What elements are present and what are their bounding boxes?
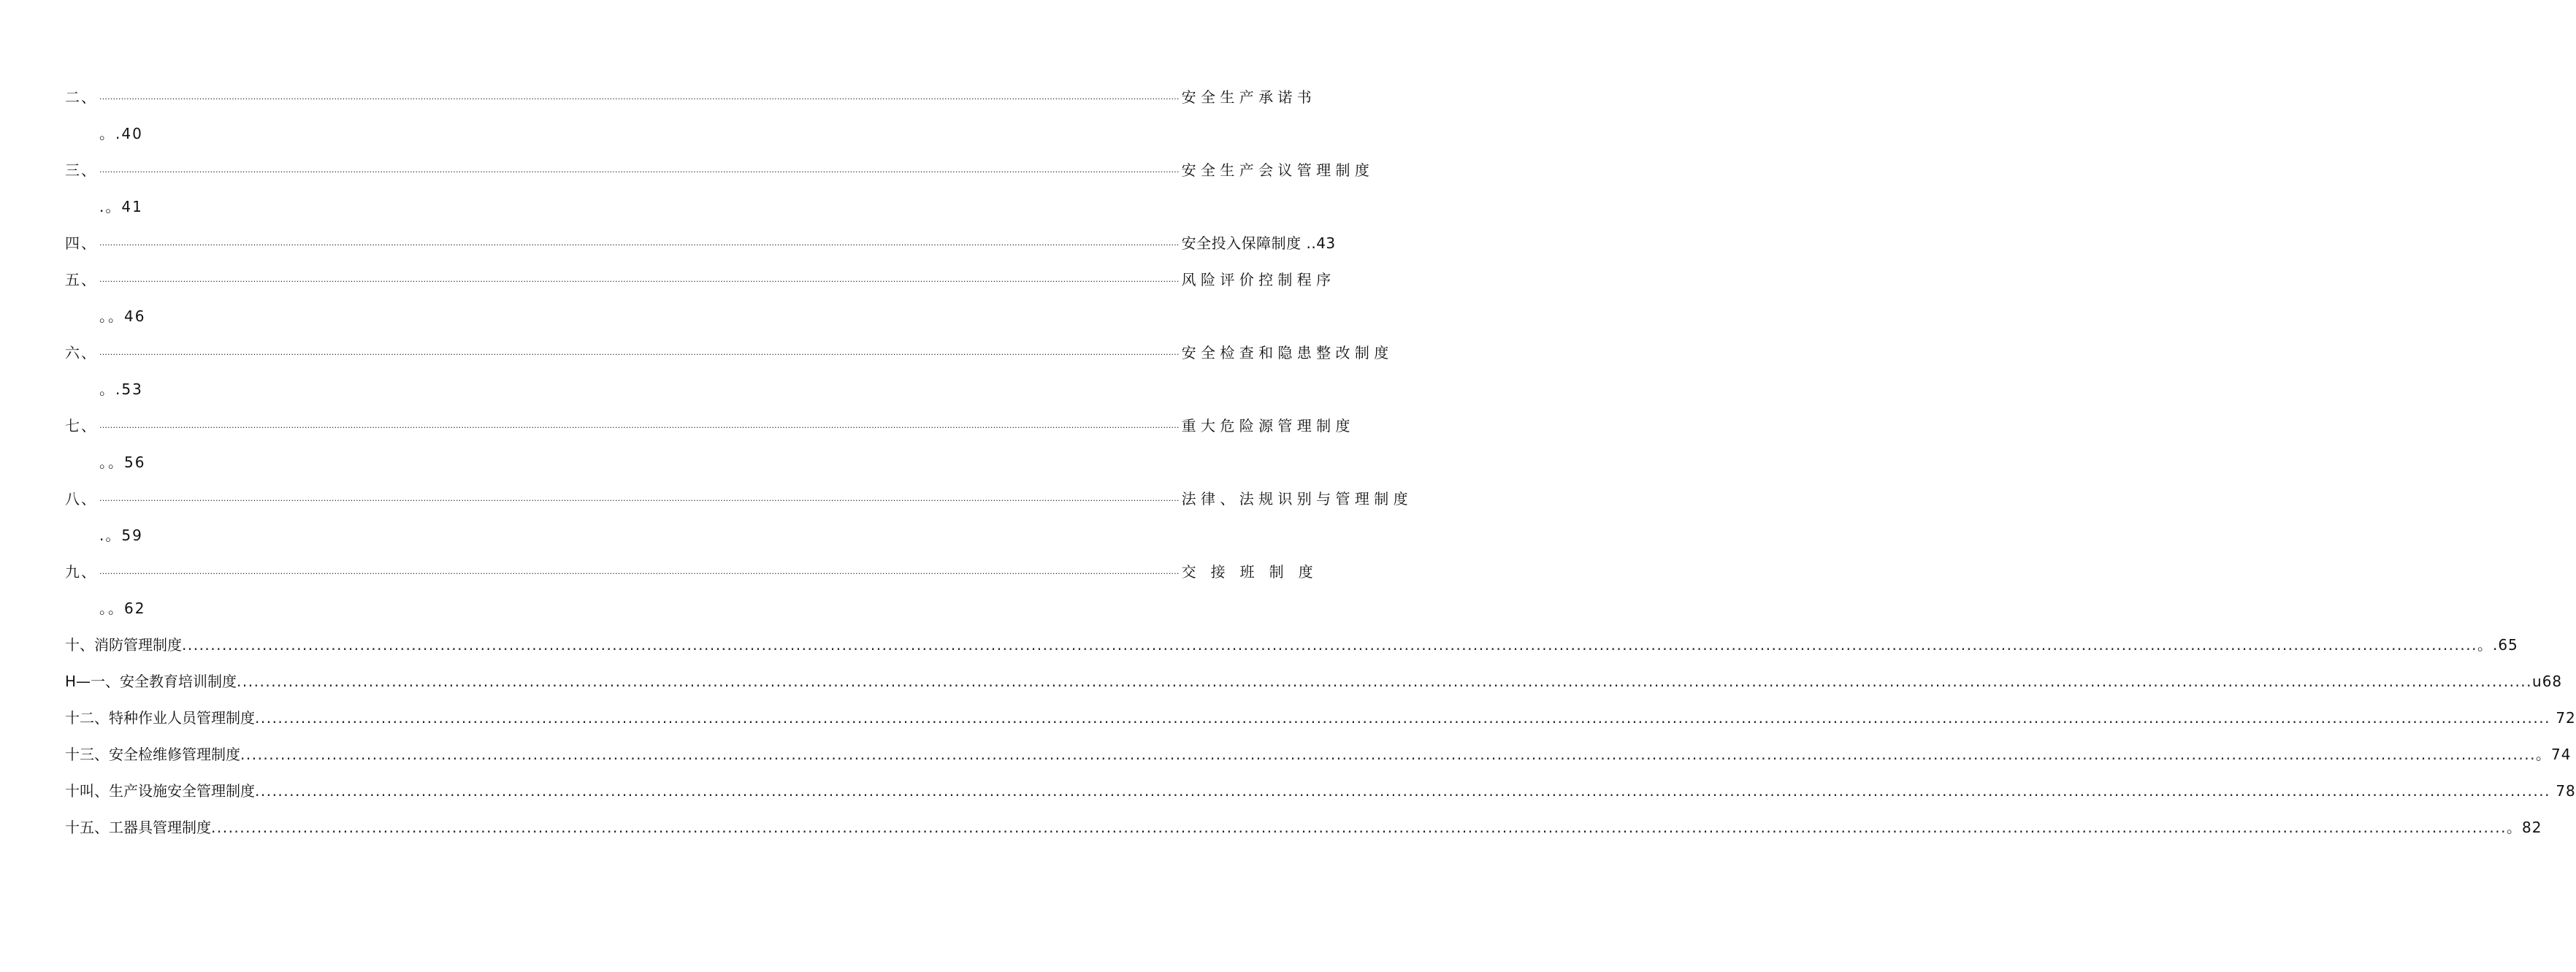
- toc-entry-page: 。.65: [2477, 636, 2518, 654]
- dot-leader: ................................................................................................................................................................................................................................................................................................................................................................................................................: [99, 421, 1180, 430]
- toc-entry[interactable]: [65, 780, 2576, 802]
- toc-entry-number: 二、: [65, 88, 97, 106]
- toc-entry[interactable]: [65, 743, 2572, 765]
- toc-entry[interactable]: [65, 634, 2518, 656]
- toc-entry[interactable]: [65, 561, 1313, 583]
- toc-entry[interactable]: [65, 670, 2563, 692]
- dot-leader: ................................................................................................................................................................................................................................................................................................................................................................................................................: [99, 567, 1180, 576]
- toc-entry-page: u68: [2532, 673, 2563, 690]
- dot-leader: ................................................................................................................................................................................................................................................................................................................................................................................................................: [99, 92, 1180, 102]
- dot-leader: ................................................................................................................................................................................................................................................................................................................................................................................................................: [211, 819, 2507, 836]
- toc-entry-title: 法 律 、 法 规 识 别 与 管 理 制 度: [1181, 490, 1408, 508]
- toc-entry-title: 十、消防管理制度: [65, 636, 182, 654]
- dot-leader: ................................................................................................................................................................................................................................................................................................................................................................................................................: [182, 636, 2477, 654]
- toc-entry-title: 风 险 评 价 控 制 程 序: [1181, 271, 1331, 288]
- toc-entry-page: 。.40: [99, 125, 143, 142]
- toc-entry[interactable]: [65, 232, 1336, 254]
- toc-entry-title: 十叫、生产设施安全管理制度: [65, 782, 255, 800]
- toc-entry-page: 。。56: [99, 454, 146, 471]
- dot-leader: ................................................................................................................................................................................................................................................................................................................................................................................................................: [255, 782, 2550, 800]
- toc-entry[interactable]: [65, 707, 2576, 729]
- toc-entry-title: 安全投入保障制度 ..43: [1181, 234, 1336, 252]
- toc-entry-number: 三、: [65, 161, 97, 179]
- dot-leader: ................................................................................................................................................................................................................................................................................................................................................................................................................: [99, 238, 1180, 248]
- toc-entry-page: 。.53: [99, 380, 143, 398]
- toc-entry-page: 。。62: [99, 600, 146, 617]
- toc-entry-number: 八、: [65, 490, 97, 508]
- toc-entry-number: 六、: [65, 344, 97, 361]
- toc-entry-title: 安 全 检 查 和 隐 患 整 改 制 度: [1181, 344, 1389, 361]
- toc-entry-page: 78: [2550, 782, 2576, 800]
- toc-entry[interactable]: [65, 86, 1312, 108]
- toc-entry-number: 五、: [65, 271, 97, 288]
- toc-entry[interactable]: [65, 488, 1408, 510]
- toc-entry-page: .。59: [99, 527, 143, 544]
- toc-entry[interactable]: [65, 415, 1350, 437]
- dot-leader: ................................................................................................................................................................................................................................................................................................................................................................................................................: [99, 494, 1180, 503]
- dot-leader: ................................................................................................................................................................................................................................................................................................................................................................................................................: [99, 165, 1180, 175]
- dot-leader: ................................................................................................................................................................................................................................................................................................................................................................................................................: [237, 673, 2533, 690]
- toc-entry-page: 。74: [2535, 746, 2572, 763]
- dot-leader: ................................................................................................................................................................................................................................................................................................................................................................................................................: [240, 746, 2536, 763]
- dot-leader: ................................................................................................................................................................................................................................................................................................................................................................................................................: [255, 709, 2550, 727]
- toc-entry-page: 。82: [2506, 819, 2542, 836]
- toc-entry[interactable]: [65, 342, 1389, 364]
- toc-entry-title: 安 全 生 产 会 议 管 理 制 度: [1181, 161, 1369, 179]
- toc-entry-number: 九、: [65, 563, 97, 581]
- toc-entry-title: 安 全 生 产 承 诺 书: [1181, 88, 1312, 106]
- toc-entry-number: 七、: [65, 417, 97, 435]
- toc-entry-title: 交 接 班 制 度: [1181, 563, 1313, 581]
- dot-leader: ................................................................................................................................................................................................................................................................................................................................................................................................................: [99, 275, 1180, 284]
- toc-entry[interactable]: [65, 816, 2542, 838]
- toc-entry-title: 十三、安全检维修管理制度: [65, 746, 240, 763]
- toc-entry-page: .。41: [99, 198, 143, 215]
- toc-entry[interactable]: [65, 269, 1331, 291]
- toc-entry-title: 重 大 危 险 源 管 理 制 度: [1181, 417, 1350, 435]
- toc-entry-title: 十二、特种作业人员管理制度: [65, 709, 255, 727]
- toc-entry-number: 四、: [65, 234, 97, 252]
- toc-entry-page: 72: [2550, 709, 2576, 727]
- toc-entry-title: H—一、安全教育培训制度: [65, 673, 237, 690]
- dot-leader: ................................................................................................................................................................................................................................................................................................................................................................................................................: [99, 348, 1180, 357]
- toc-entry[interactable]: [65, 159, 1369, 181]
- toc-entry-title: 十五、工器具管理制度: [65, 819, 211, 836]
- toc-entry-page: 。。46: [99, 307, 146, 325]
